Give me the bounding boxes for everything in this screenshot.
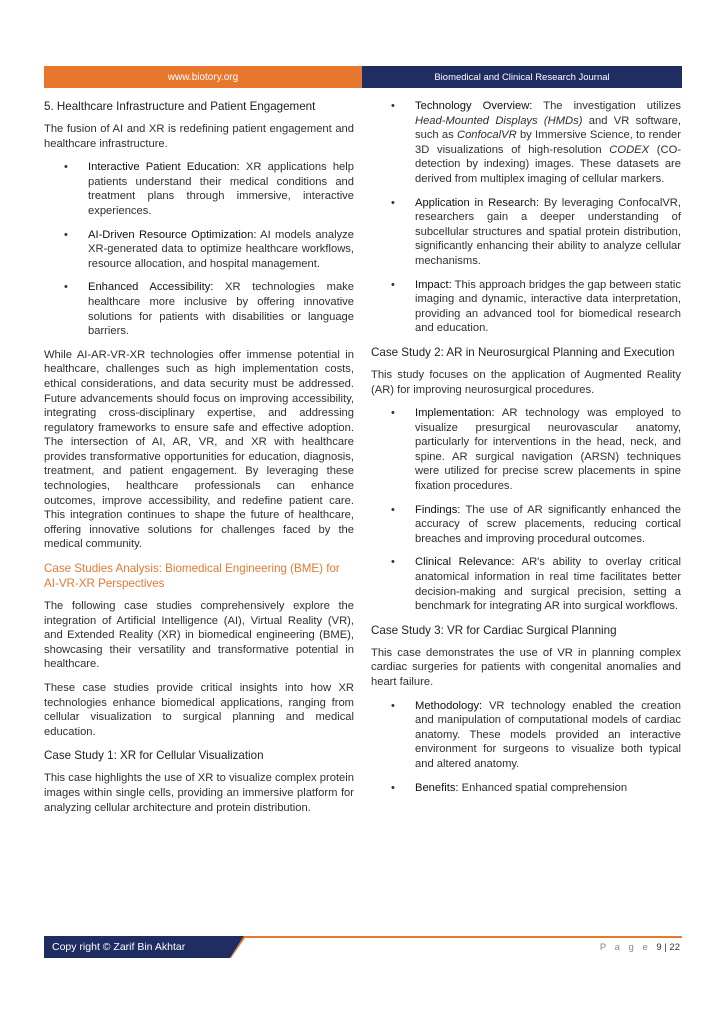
case-study-1-bullet-list [371,99,681,336]
bullet-term: AI-Driven Resource Optimization: [88,228,257,241]
bullet-term: Enhanced Accessibility: [88,281,214,294]
bullet-icon: • [64,281,68,294]
case-study-1-title: Case Study 1: XR for Cellular Visualization [44,749,264,763]
header-website[interactable]: www.biotory.org [44,66,362,88]
bullet-text: AR technology was employed to visualize presurgical neurovascular anatomy, particularly for interventions in the head, neck, and spine. AR surgical navigation (ARSN) techniques were utilized for precise screw placements in spine fixation procedures. [415,407,681,493]
page-label: P a g e [599,942,651,953]
bullet-text: and VR software, such as [415,114,682,142]
bullet-text: (CO-detection by indexing) images. These datasets are derived from multiplex imaging of cellular markers. [415,143,681,185]
bullet-text: XR technologies make healthcare more inclusive by offering innovative solutions for patients with disabilities or language barriers. [88,281,354,338]
bullet-text: Enhanced spatial comprehension [458,781,628,794]
right-column [371,99,681,804]
bullet-icon: • [64,161,68,174]
bullet-term: Clinical Relevance: [415,556,515,569]
bullet-text: The investigation utilizes [532,100,682,112]
left-column [44,99,354,824]
bullet-term: Methodology: [415,699,483,712]
bullet-icon: • [64,228,68,241]
bullet-italic-term: CODEX [609,143,650,156]
case-study-2-intro: This study focuses on the application of Augmented Reality (AR) for improving neurosurgical procedures. [371,368,681,396]
bullet-term: Findings: [415,503,461,516]
bullet-term: Impact: [415,278,452,291]
bullet-icon: • [391,781,395,794]
footer-copyright: Copy right © Zarif Bin Akhtar [52,941,186,953]
list-item [371,278,681,336]
conclusion-paragraph: While AI-AR-VR-XR technologies offer immense potential in healthcare, challenges such as high implementation costs, ethical considerations, and data security must be addressed. Future advancements should focus on improving accessibility, integrating cross-disciplinary expertise, and addressing regulatory frameworks to ensure safe and effective adoption. The intersection of AI, AR, VR, and XR with healthcare provides transformative opportunities for education, diagnosis, treatment, and patient engagement. By leveraging these technologies, healthcare professionals can enhance outcomes, improve accessibility, and redefine patient care. This integration continues to shape the future of healthcare, offering innovative solutions for challenges faced by the medical community. [44,348,354,551]
list-item [44,280,354,338]
bullet-icon: • [391,100,395,112]
bullet-term: Interactive Patient Education: [88,161,240,174]
bullet-text: VR technology enabled the creation and manipulation of computational models of cardiac anatomy. These models provided an interactive environment for surgeons to visualize both typical and altered anatomy. [415,699,681,770]
list-item [371,503,681,547]
bullet-text: AR's ability to overlay critical anatomical information in real time facilitates better decision-making and surgical precision, setting a benchmark for integrating AR into surgical workflows. [415,556,681,613]
bullet-italic-term: ConfocalVR [456,129,517,142]
bullet-term: Benefits: [415,781,459,794]
case-study-3-bullet-list [371,699,681,796]
list-item [371,555,681,613]
list-item [44,228,354,272]
bullet-text: This approach bridges the gap between static imaging and dynamic, interactive data interpretation, providing an advanced tool for biomedical research and education. [415,278,681,335]
section-5-bullet-list [44,160,354,339]
header-journal-title: Biomedical and Clinical Research Journal [362,66,682,88]
case-analysis-title: Case Studies Analysis: Biomedical Engineering (BME) for AI-VR-XR Perspectives [44,562,340,591]
footer-divider [230,936,682,938]
list-item [371,196,681,269]
bullet-icon: • [391,699,395,712]
bullet-term: Implementation: [415,407,495,420]
list-item [371,406,681,494]
bullet-text: By leveraging ConfocalVR, researchers gain a deeper understanding of subcellular structures and spatial protein distribution, significantly enhancing their ability to analyze cellular mechanisms. [415,196,681,267]
section-5-title: 5. Healthcare Infrastructure and Patient Engagement [44,100,316,113]
case-study-3-title: Case Study 3: VR for Cardiac Surgical Planning [371,623,617,637]
case-analysis-paragraph-1: The following case studies comprehensively explore the integration of Artificial Intelligence (AI), Virtual Reality (VR), and Extended Reality (XR) in biomedical engineering (BME), showcasing their versatility and transformative potential in healthcare. [44,600,354,671]
bullet-italic-term: Head-Mounted Displays (HMDs) [415,114,583,127]
case-study-1-intro: This case highlights the use of XR to visualize complex protein images within single cells, providing an immersive platform for analyzing cellular architecture and protein distribution. [44,772,354,814]
case-study-2-title: Case Study 2: AR in Neurosurgical Planning and Execution [371,345,675,359]
bullet-text: by Immersive Science, to render 3D visualizations of high-resolution [415,129,681,156]
bullet-text: AI models analyze XR-generated data to optimize healthcare workflows, resource allocation, and hospital management. [88,228,354,270]
case-analysis-paragraph-2: These case studies provide critical insights into how XR technologies enhance biomedical applications, ranging from cellular visualization to surgical planning and medical education. [44,682,354,738]
bullet-term: Application in Research: [415,196,540,209]
page-number [600,942,680,953]
case-study-2-bullet-list [371,406,681,614]
bullet-text: XR applications help patients understand their medical conditions and treatment plans through immersive, interactive experiences. [88,161,354,217]
bullet-term: Technology Overview: [415,100,533,112]
bullet-icon: • [391,503,395,516]
bullet-text: The use of AR significantly enhanced the accuracy of screw placements, reducing cortical breaches and improving procedural outcomes. [415,503,681,545]
section-5-intro: The fusion of AI and XR is redefining patient engagement and healthcare infrastructure. [44,123,354,150]
list-item [44,160,354,218]
list-item [371,781,681,796]
bullet-icon: • [391,196,395,209]
page-number-value: 9 | 22 [656,942,680,953]
bullet-icon: • [391,556,395,569]
bullet-icon: • [391,278,395,291]
list-item [371,699,681,772]
bullet-icon: • [391,407,395,420]
case-study-3-intro: This case demonstrates the use of VR in planning complex cardiac surgeries for patients with congenital anomalies and heart failure. [371,646,681,688]
list-item [371,99,681,187]
